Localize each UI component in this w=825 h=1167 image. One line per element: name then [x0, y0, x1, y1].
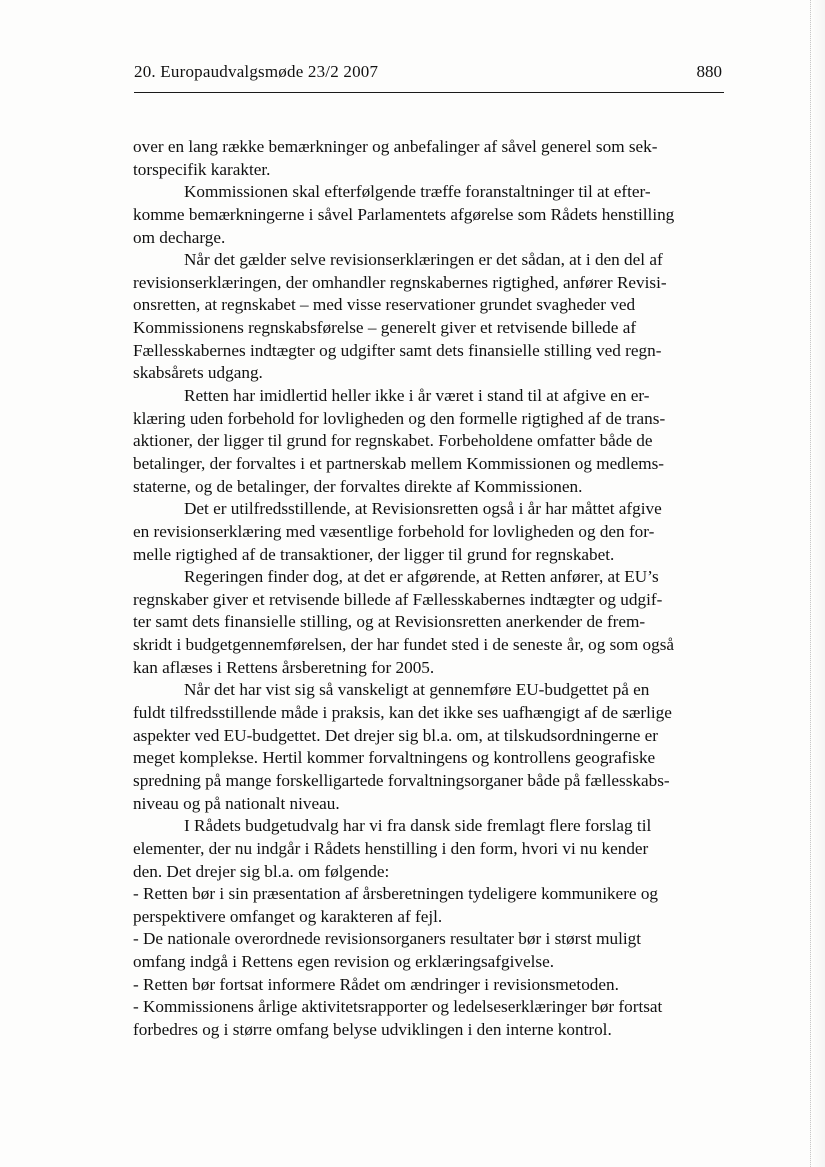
text-line: den. Det drejer sig bl.a. om følgende: [133, 861, 390, 881]
text-line: spredning på mange forskelligartede forvaltningsorganer både på fællesskabs- [133, 770, 670, 790]
text-line: Når det har vist sig så vanskeligt at gennemføre EU-budgettet på en [184, 680, 650, 700]
text-line: I Rådets budgetudvalg har vi fra dansk side fremlagt flere forslag til [184, 816, 652, 836]
text-line: Fællesskabernes indtægter og udgifter samt dets finansielle stilling ved regn- [133, 340, 662, 360]
text-line: melle rigtighed af de transaktioner, der ligger til grund for regnskabet. [133, 544, 615, 564]
text-line: - Retten bør i sin præsentation af årsberetningen tydeligere kommunikere og [133, 884, 659, 904]
text-line: torspecifik karakter. [133, 159, 271, 179]
text-line: ter samt dets finansielle stilling, og at Revisionsretten anerkender de frem- [133, 612, 646, 632]
text-line: skabsårets udgang. [133, 363, 263, 383]
text-line: - Kommissionens årlige aktivitetsrapporter og ledelseserklæringer bør fortsat [133, 997, 663, 1017]
text-line: regnskaber giver et retvisende billede af Fællesskabernes indtægter og udgif- [133, 589, 663, 609]
body-text [133, 136, 733, 1042]
text-line: perspektivere omfanget og karakteren af fejl. [133, 906, 443, 926]
text-line: klæring uden forbehold for lovligheden og den formelle rigtighed af de trans- [133, 408, 666, 428]
header-title: 20. Europaudvalgsmøde 23/2 2007 [134, 62, 379, 81]
text-line: skridt i budgetgennemførelsen, der har fundet sted i de seneste år, og som også [133, 635, 675, 655]
text-line: niveau og på nationalt niveau. [133, 793, 340, 813]
text-line: meget komplekse. Hertil kommer forvaltningens og kontrollens geografiske [133, 748, 656, 768]
text-line: komme bemærkningerne i såvel Parlamentets afgørelse som Rådets henstilling [133, 204, 675, 224]
text-line: over en lang række bemærkninger og anbefalinger af såvel generel som sek- [133, 137, 658, 156]
page-number: 880 [696, 62, 722, 81]
text-line: aspekter ved EU-budgettet. Det drejer sig bl.a. om, at tilskudsordningerne er [133, 725, 659, 745]
page-header [134, 60, 724, 93]
text-line: onsretten, at regnskabet – med visse reservationer grundet svagheder ved [133, 295, 636, 315]
text-line: fuldt tilfredsstillende måde i praksis, kan det ikke ses uafhængigt af de særlige [133, 703, 672, 723]
text-line: - De nationale overordnede revisionsorganers resultater bør i størst muligt [133, 929, 642, 949]
text-line: Regeringen finder dog, at det er afgørende, at Retten anfører, at EU’s [184, 567, 659, 587]
scan-edge [810, 0, 825, 1167]
text-line: Retten har imidlertid heller ikke i år været i stand til at afgive en er- [184, 386, 650, 406]
text-line: omfang indgå i Rettens egen revision og erklæringsafgivelse. [133, 952, 554, 972]
text-line: en revisionserklæring med væsentlige forbehold for lovligheden og den for- [133, 521, 655, 541]
text-line: aktioner, der ligger til grund for regnskabet. Forbeholdene omfatter både de [133, 431, 653, 451]
text-line: staterne, og de betalinger, der forvaltes direkte af Kommissionen. [133, 476, 583, 496]
text-line: kan aflæses i Rettens årsberetning for 2005. [133, 657, 435, 677]
text-line: elementer, der nu indgår i Rådets henstilling i den form, hvori vi nu kender [133, 838, 649, 858]
text-line: revisionserklæringen, der omhandler regnskabernes rigtighed, anfører Revisi- [133, 272, 667, 292]
text-line: Kommissionen skal efterfølgende træffe foranstaltninger til at efter- [184, 182, 651, 202]
text-line: forbedres og i større omfang belyse udviklingen i den interne kontrol. [133, 1019, 612, 1039]
text-line: betalinger, der forvaltes i et partnerskab mellem Kommissionen og medlems- [133, 453, 665, 473]
text-line: Når det gælder selve revisionserklæringen er det sådan, at i den del af [184, 250, 663, 270]
text-line: - Retten bør fortsat informere Rådet om ændringer i revisionsmetoden. [133, 974, 619, 994]
text-line: Det er utilfredsstillende, at Revisionsretten også i år har måttet afgive [184, 499, 662, 519]
text-line: om decharge. [133, 227, 226, 247]
text-line: Kommissionens regnskabsførelse – generelt giver et retvisende billede af [133, 318, 637, 338]
